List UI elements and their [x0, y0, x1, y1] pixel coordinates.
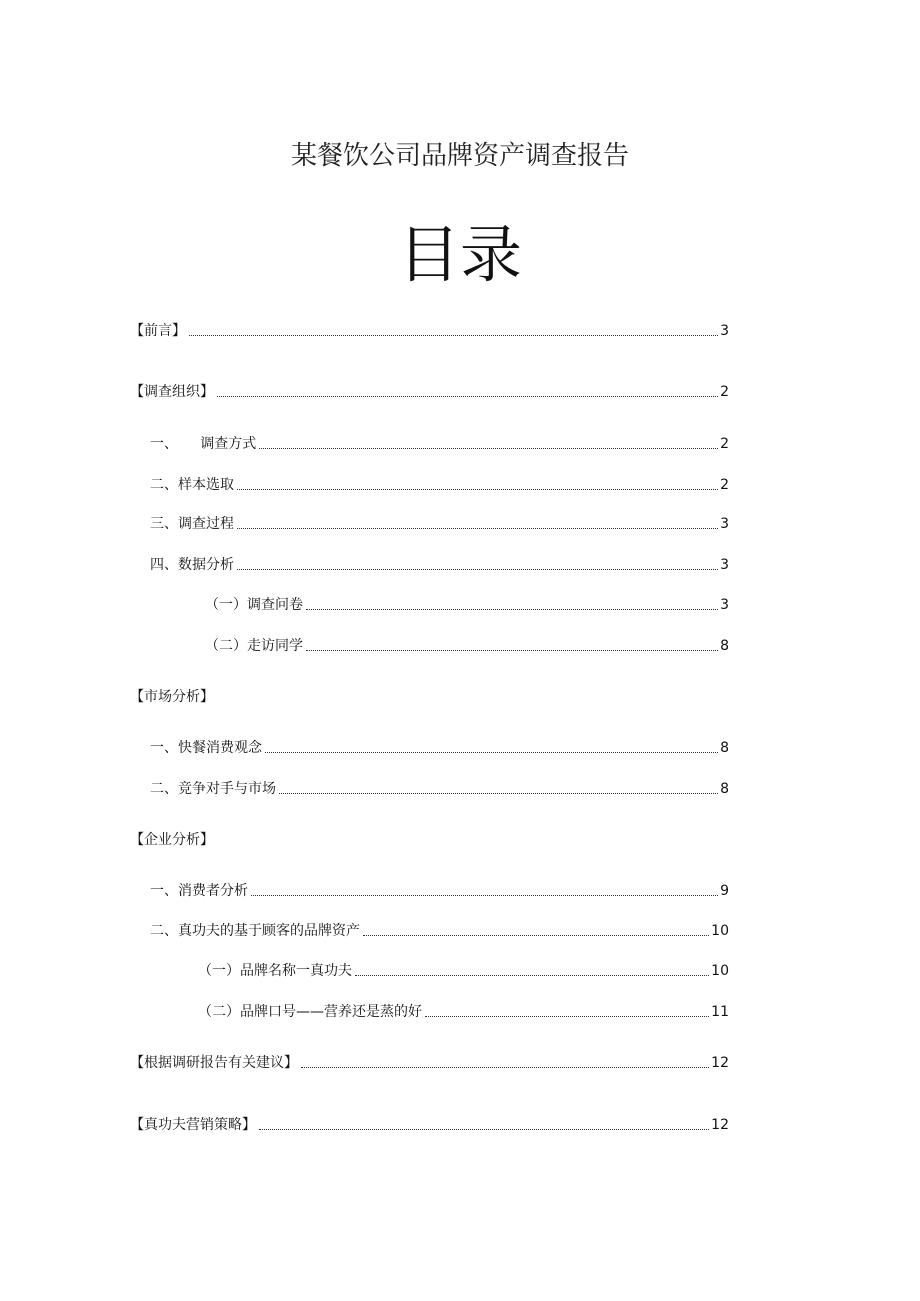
dot-leader: [217, 396, 718, 397]
dot-leader: [355, 975, 709, 976]
toc-entry-label: 一、 调查方式: [150, 436, 257, 452]
toc-entry[interactable]: [130, 1115, 729, 1135]
toc-entry-page: 2: [720, 384, 729, 400]
toc-entry[interactable]: [130, 382, 729, 402]
toc-entry[interactable]: [150, 514, 729, 534]
toc-entry-page: 8: [720, 638, 729, 654]
toc-entry-label: 二、样本选取: [150, 477, 234, 493]
toc-entry-label: 三、调查过程: [150, 516, 234, 532]
toc-entry-label: 【前言】: [130, 323, 186, 339]
toc-entry-page: 8: [720, 740, 729, 756]
toc-entry-label: （二）走访同学: [205, 638, 303, 654]
toc-entry[interactable]: [205, 636, 729, 656]
dot-leader: [301, 1067, 709, 1068]
dot-leader: [259, 1129, 709, 1130]
toc-entry[interactable]: [205, 595, 729, 615]
dot-leader: [259, 448, 718, 449]
toc-entry-label: 二、真功夫的基于顾客的品牌资产: [150, 923, 360, 939]
toc-entry-page: 3: [720, 597, 729, 613]
report-title: 某餐饮公司品牌资产调查报告: [290, 141, 629, 171]
dot-leader: [425, 1016, 709, 1017]
toc-entry-label: （一）品牌名称一真功夫: [198, 963, 352, 979]
toc-entry[interactable]: [150, 738, 729, 758]
toc-entry[interactable]: [130, 321, 729, 341]
toc-entry-label: 【企业分析】: [130, 832, 214, 848]
toc-entry[interactable]: [150, 779, 729, 799]
dot-leader: [251, 895, 718, 896]
toc-entry-label: 一、快餐消费观念: [150, 740, 262, 756]
toc-entry-page: 12: [711, 1055, 729, 1071]
toc-entry-page: 3: [720, 516, 729, 532]
dot-leader: [237, 569, 718, 570]
toc-entry[interactable]: [150, 434, 729, 454]
toc-entry-label: 四、数据分析: [150, 557, 234, 573]
dot-leader: [306, 609, 718, 610]
toc-entry[interactable]: [150, 475, 729, 495]
toc-entry-label: （一）调查问卷: [205, 597, 303, 613]
toc-entry-label: 【根据调研报告有关建议】: [130, 1055, 298, 1071]
toc-entry-page: 3: [720, 323, 729, 339]
toc-entry[interactable]: [150, 555, 729, 575]
toc-entry-label: 【市场分析】: [130, 689, 214, 705]
toc-entry[interactable]: [130, 1053, 729, 1073]
toc-entry-page: 10: [711, 923, 729, 939]
toc-entry-label: （二）品牌口号——营养还是蒸的好: [198, 1004, 422, 1020]
dot-leader: [363, 935, 709, 936]
toc-entry[interactable]: [150, 921, 729, 941]
toc-entry-page: 9: [720, 883, 729, 899]
toc-entry[interactable]: [130, 830, 729, 850]
toc-entry-page: 10: [711, 963, 729, 979]
toc-entry[interactable]: [198, 1002, 729, 1022]
toc-entry-page: 8: [720, 781, 729, 797]
dot-leader: [306, 650, 718, 651]
toc-entry-page: 3: [720, 557, 729, 573]
toc-entry-page: 11: [711, 1004, 729, 1020]
dot-leader: [237, 528, 718, 529]
toc-entry-label: 【真功夫营销策略】: [130, 1117, 256, 1133]
dot-leader: [189, 335, 718, 336]
toc-entry-page: 2: [720, 436, 729, 452]
toc-entry[interactable]: [130, 687, 729, 707]
toc-entry-page: 2: [720, 477, 729, 493]
toc-heading: 目录: [397, 218, 522, 291]
toc-entry[interactable]: [150, 881, 729, 901]
dot-leader: [279, 793, 718, 794]
dot-leader: [265, 752, 718, 753]
toc-entry-label: 二、竞争对手与市场: [150, 781, 276, 797]
toc-entry[interactable]: [198, 961, 729, 981]
toc-entry-page: 12: [711, 1117, 729, 1133]
dot-leader: [237, 489, 718, 490]
toc-entry-label: 【调查组织】: [130, 384, 214, 400]
toc-entry-label: 一、消费者分析: [150, 883, 248, 899]
